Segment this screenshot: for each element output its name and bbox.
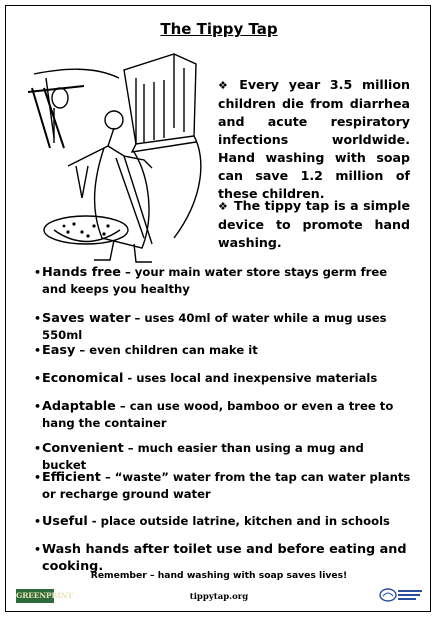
diamond-bullet-icon: ❖ — [218, 200, 229, 213]
bullet-icon: • — [34, 266, 42, 279]
list-item: • Efficient – “waste” water from the tap can water plants or recharge ground water — [34, 470, 411, 501]
bullet-icon: • — [34, 372, 42, 385]
list-item: • Useful - place outside latrine, kitchen and in schools — [34, 514, 390, 529]
list-item: • Hands free – your main water store stays germ free and keeps you healthy — [34, 265, 388, 296]
bullet-icon: • — [34, 515, 42, 528]
tippy-tap-illustration — [24, 48, 214, 268]
bullet-icon: • — [34, 471, 42, 484]
bullet-icon: • — [34, 344, 42, 357]
bullet-icon: • — [34, 543, 42, 556]
intro-paragraph-2: ❖ The tippy tap is a simple device to promote hand washing. — [218, 198, 410, 250]
bullet-icon: • — [34, 400, 42, 413]
watershed-management-group-logo — [378, 586, 424, 604]
list-item: • Easy – even children can make it — [34, 343, 258, 358]
list-item: • Saves water – uses 40ml of water while a mug uses 550ml — [34, 311, 387, 342]
bullet-icon: • — [34, 442, 42, 455]
bullet-icon: • — [34, 312, 42, 325]
list-item: • Adaptable – can use wood, bamboo or even a tree to hang the container — [34, 399, 394, 430]
list-item: • Convenient – much easier than using a mug and bucket — [34, 441, 364, 472]
list-item: • Wash hands after toilet use and before eating and cooking. — [34, 542, 407, 574]
website-link[interactable]: tippytap.org — [189, 592, 249, 602]
page-title: The Tippy Tap — [160, 20, 278, 38]
list-item: • Economical - uses local and inexpensive materials — [34, 371, 378, 386]
remember-note: Remember – hand washing with soap saves lives! — [90, 570, 348, 581]
greenprint-logo: GREENPRINT — [16, 589, 54, 603]
intro-paragraph-1: ❖ Every year 3.5 million children die from diarrhea and acute respiratory infections worldwide. Hand washing with soap can save 1.2 million of these children. — [218, 77, 410, 201]
diamond-bullet-icon: ❖ — [218, 79, 234, 92]
